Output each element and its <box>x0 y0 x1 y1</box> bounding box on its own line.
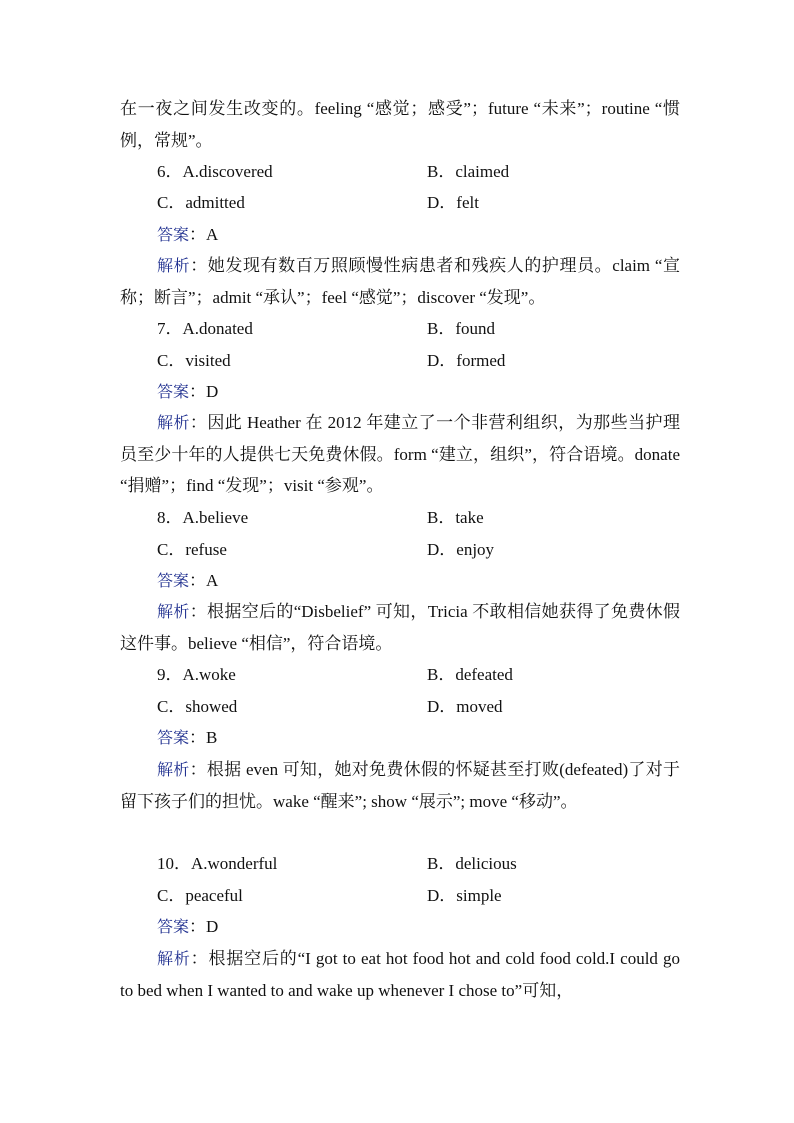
answer-line: 答案：D <box>157 382 219 401</box>
analysis-paragraph: 解析：根据空后的“I got to eat hot food hot and cold food cold.I could go to bed when I wanted to and wake up whenever I chose to”可知， <box>120 949 680 1000</box>
question-6-options-row-1 <box>0 156 794 187</box>
analysis-paragraph: 解析：因此 Heather 在 2012 年建立了一个非营利组织，为那些当护理员至少十年的人提供七天免费休假。form “建立，组织”，符合语境。donate “捐赠”；find “发现”；visit “参观”。 <box>120 413 680 495</box>
analysis-text: 根据空后的“Disbelief” 可知，Tricia 不敢相信她获得了免费休假这件事。believe “相信”，符合语境。 <box>120 602 681 653</box>
question-6-options-row-2 <box>0 187 794 218</box>
answer-value: D <box>206 382 219 401</box>
option-b: B．claimed <box>427 162 510 181</box>
analysis-label: 解析 <box>157 602 190 621</box>
answer-line: 答案：A <box>157 225 219 244</box>
analysis-label: 解析 <box>157 413 190 432</box>
question-8-options-row-2 <box>0 534 794 565</box>
answer-line: 答案：D <box>157 917 219 936</box>
option-d: D．simple <box>427 886 502 905</box>
analysis-paragraph: 解析：根据 even 可知，她对免费休假的怀疑甚至打败(defeated)了对于留下孩子们的担忧。wake “醒来”; show “展示”; move “移动”。 <box>120 760 680 811</box>
question-7-options-row-1 <box>0 313 794 344</box>
option-d: D．moved <box>427 697 503 716</box>
analysis-text: 她发现有数百万照顾慢性病患者和残疾人的护理员。claim “宣称；断言”；admit “承认”；feel “感觉”；discover “发现”。 <box>120 256 680 307</box>
question-8-options-row-1 <box>0 502 794 533</box>
option-d: D．enjoy <box>427 540 495 559</box>
option-c: C．refuse <box>157 540 227 559</box>
option-d: D．felt <box>427 193 479 212</box>
question-9-options-row-1 <box>0 659 794 690</box>
analysis-text: 根据空后的“I got to eat hot food hot and cold food cold.I could go to bed when I wanted to and wake up whenever I chose to”可知， <box>120 949 680 1000</box>
answer-label: 答案 <box>157 571 190 590</box>
question-7-options-row-2 <box>0 345 794 376</box>
answer-line: 答案：A <box>157 571 219 590</box>
answer-label: 答案 <box>157 728 190 747</box>
question-9-options-row-2 <box>0 691 794 722</box>
answer-line: 答案：B <box>157 728 218 747</box>
analysis-text: 根据 even 可知，她对免费休假的怀疑甚至打败(defeated)了对于留下孩子们的担忧。wake “醒来”; show “展示”; move “移动”。 <box>120 760 680 811</box>
question-10-options-row-2 <box>0 880 794 911</box>
analysis-label: 解析 <box>157 760 190 779</box>
answer-label: 答案 <box>157 382 190 401</box>
answer-value: A <box>206 225 219 244</box>
answer-label: 答案 <box>157 225 190 244</box>
option-a: 8．A.believe <box>157 508 249 527</box>
analysis-label: 解析 <box>157 949 191 968</box>
option-a: 10．A.wonderful <box>157 854 278 873</box>
option-c: C．showed <box>157 697 238 716</box>
answer-value: D <box>206 917 219 936</box>
option-b: B．defeated <box>427 665 513 684</box>
answer-label: 答案 <box>157 917 190 936</box>
analysis-label: 解析 <box>157 256 191 275</box>
option-c: C．admitted <box>157 193 245 212</box>
question-10-options-row-1 <box>0 848 794 879</box>
carryover-text: 在一夜之间发生改变的。feeling “感觉；感受”；future “未来”；routine “惯例，常规”。 <box>120 99 680 150</box>
answer-value: B <box>206 728 218 747</box>
analysis-paragraph: 解析：根据空后的“Disbelief” 可知，Tricia 不敢相信她获得了免费休假这件事。believe “相信”，符合语境。 <box>120 602 681 653</box>
answer-value: A <box>206 571 219 590</box>
option-a: 9．A.woke <box>157 665 236 684</box>
option-a: 7．A.donated <box>157 319 253 338</box>
option-d: D．formed <box>427 351 506 370</box>
analysis-text: 因此 Heather 在 2012 年建立了一个非营利组织，为那些当护理员至少十年的人提供七天免费休假。form “建立，组织”，符合语境。donate “捐赠”；find “发现”；visit “参观”。 <box>120 413 680 495</box>
option-b: B．take <box>427 508 484 527</box>
analysis-paragraph: 解析：她发现有数百万照顾慢性病患者和残疾人的护理员。claim “宣称；断言”；admit “承认”；feel “感觉”；discover “发现”。 <box>120 256 680 307</box>
option-b: B．found <box>427 319 495 338</box>
carryover-paragraph <box>120 93 680 156</box>
option-a: 6．A.discovered <box>157 162 273 181</box>
option-b: B．delicious <box>427 854 517 873</box>
option-c: C．peaceful <box>157 886 243 905</box>
option-c: C．visited <box>157 351 231 370</box>
